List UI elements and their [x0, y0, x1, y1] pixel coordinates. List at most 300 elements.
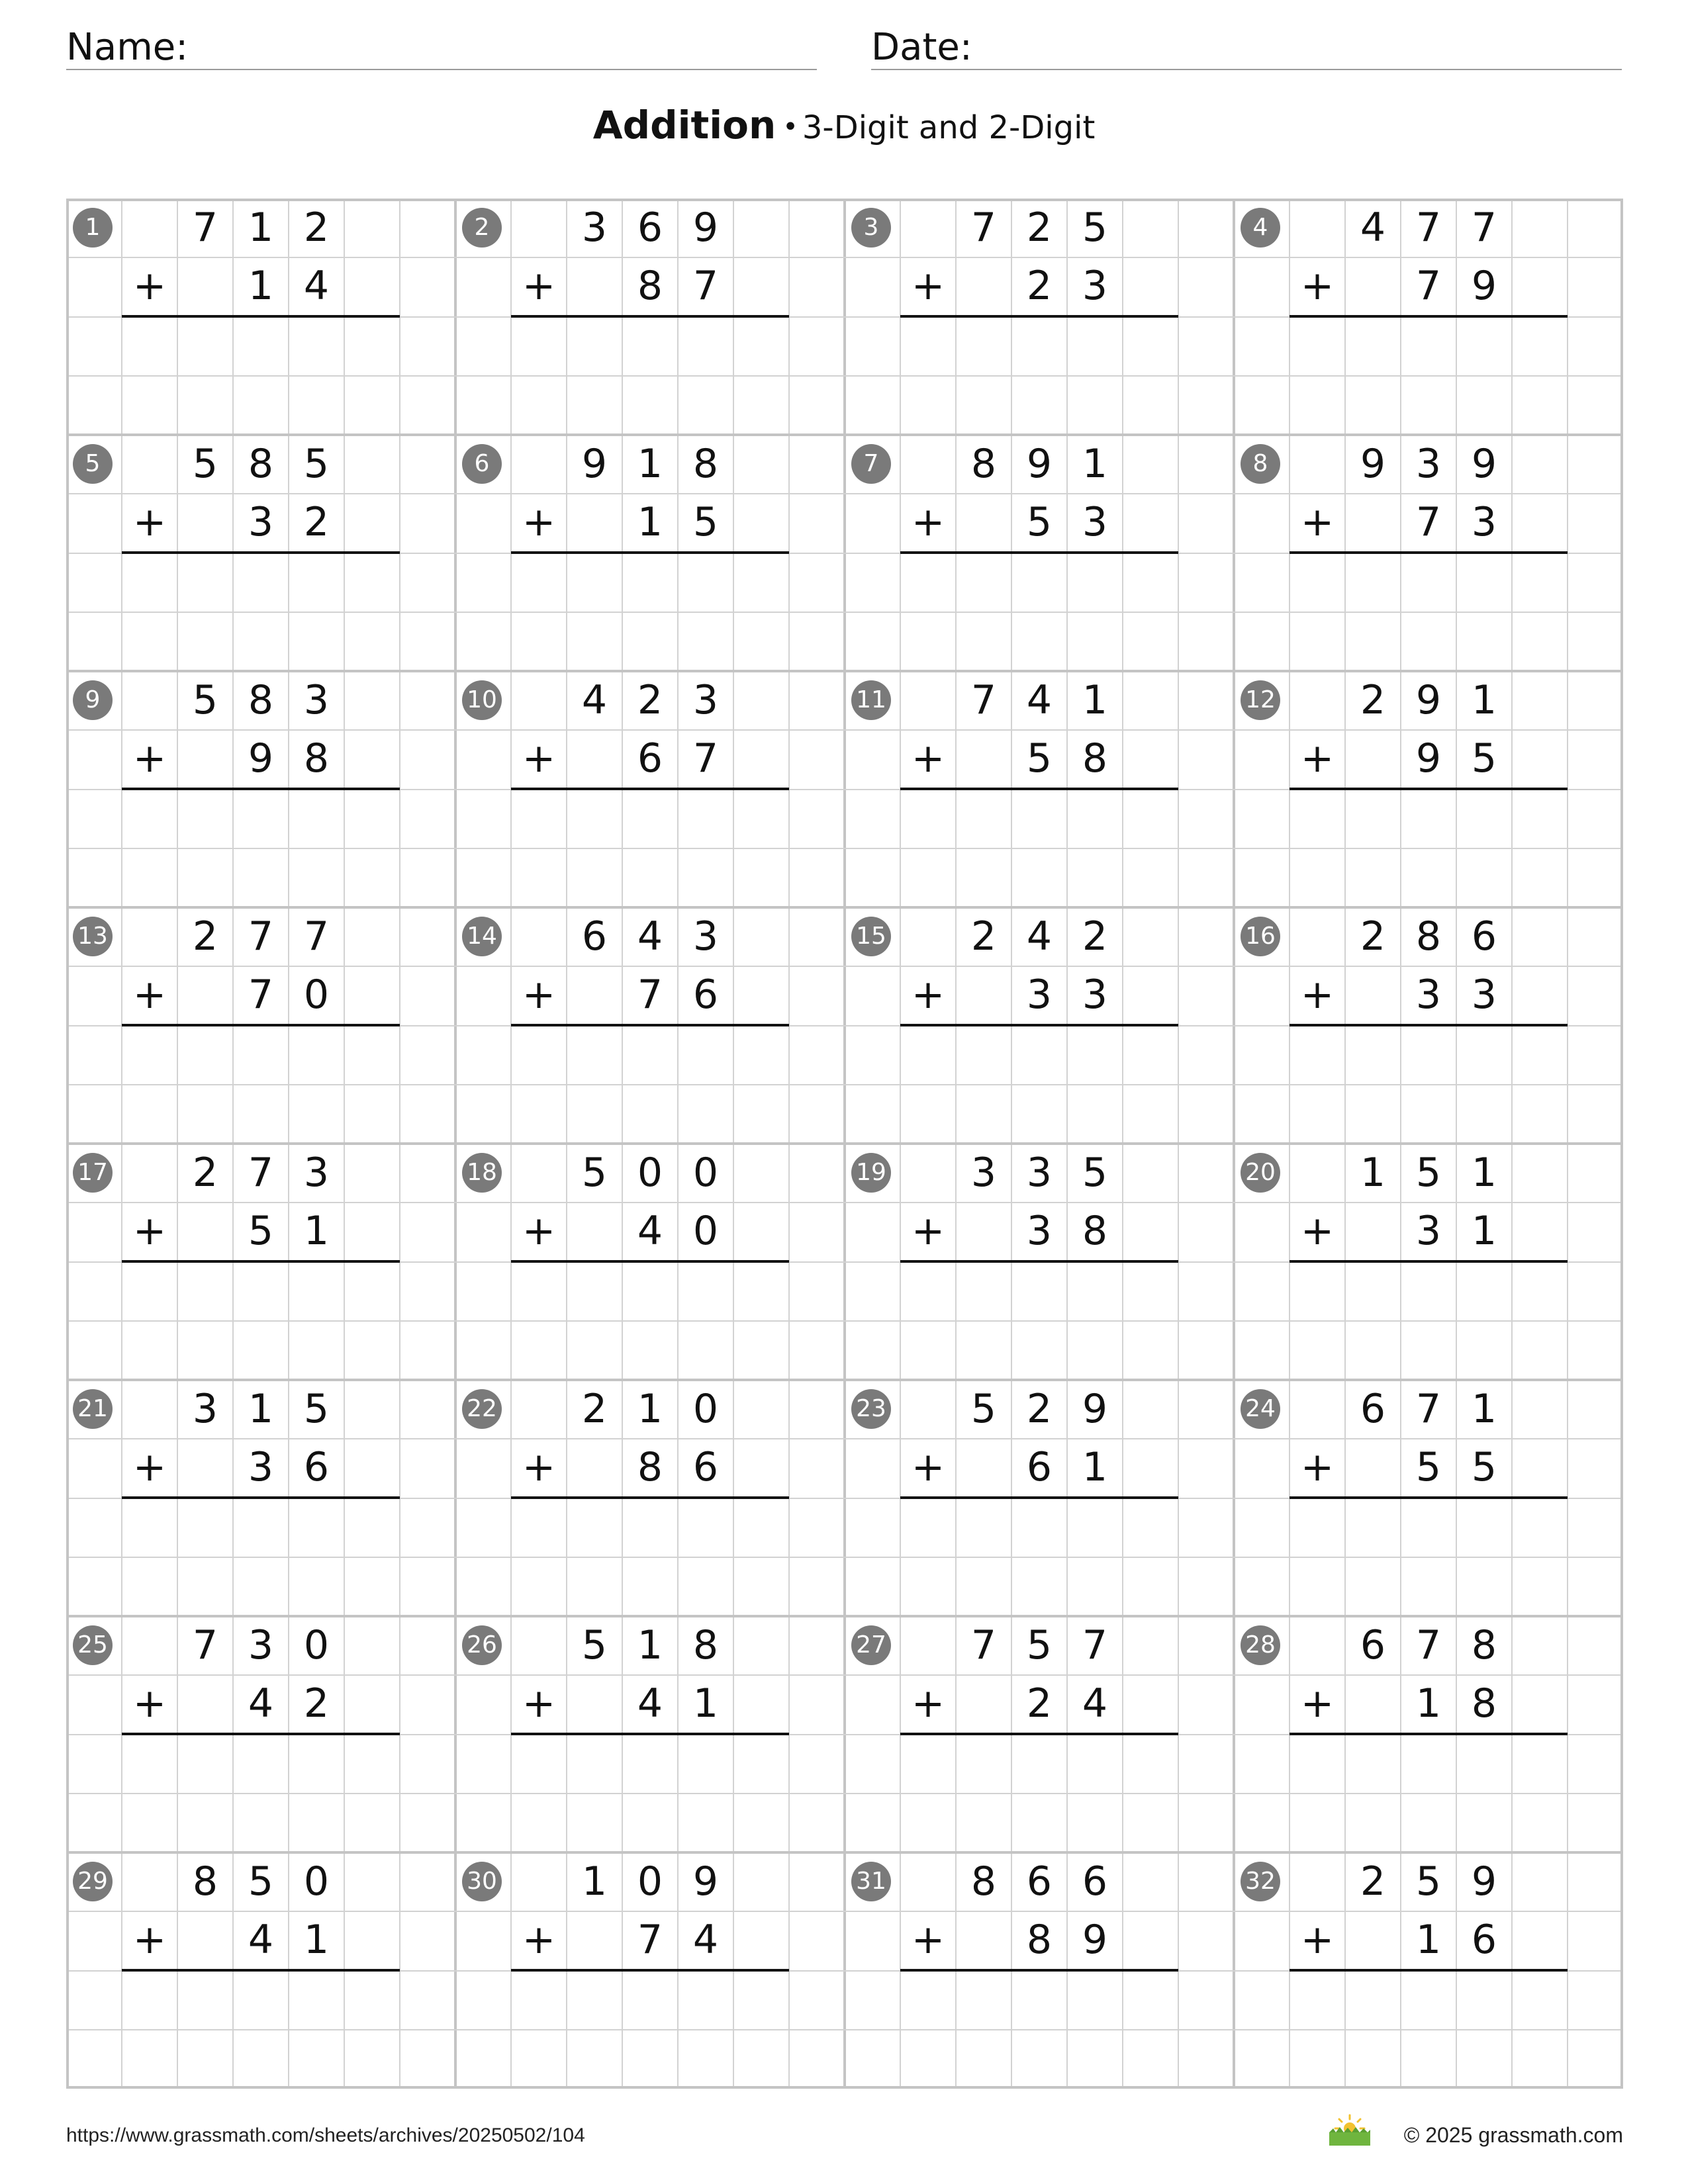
problem — [845, 671, 1234, 907]
top-addend-digit: 1 — [248, 205, 274, 251]
answer-line — [900, 1969, 1178, 1972]
bottom-addend-digit: 4 — [1082, 1680, 1108, 1727]
problem — [1234, 1144, 1623, 1380]
top-addend-digit: 2 — [1026, 1386, 1053, 1432]
plus-sign: + — [522, 1444, 556, 1490]
problem — [845, 199, 1234, 435]
top-addend-digit: 8 — [1415, 913, 1442, 960]
problem — [455, 907, 845, 1144]
top-addend-digit: 0 — [692, 1386, 719, 1432]
problem-number-badge: 3 — [851, 208, 891, 248]
bottom-addend-digit: 1 — [1415, 1917, 1442, 1963]
bottom-addend-digit: 8 — [637, 263, 663, 309]
bottom-addend-digit: 5 — [1415, 1444, 1442, 1490]
sun-over-grass-icon — [1327, 2113, 1373, 2147]
answer-area[interactable] — [1289, 792, 1568, 904]
top-addend-digit: 0 — [303, 1858, 330, 1905]
answer-area[interactable] — [122, 319, 400, 432]
answer-line — [1289, 1260, 1568, 1263]
plus-sign: + — [1300, 735, 1335, 782]
top-addend-digit: 5 — [581, 1622, 608, 1668]
top-addend-digit: 7 — [248, 913, 274, 960]
top-addend-digit: 8 — [1471, 1622, 1497, 1668]
top-addend-digit: 9 — [581, 441, 608, 487]
top-addend-digit: 0 — [637, 1150, 663, 1196]
top-addend-digit: 6 — [1026, 1858, 1053, 1905]
top-addend-digit: 9 — [692, 1858, 719, 1905]
top-addend-digit: 5 — [1026, 1622, 1053, 1668]
problem-number-badge: 26 — [462, 1625, 502, 1665]
top-addend-digit: 9 — [1471, 1858, 1497, 1905]
plus-sign: + — [911, 972, 945, 1018]
problem — [66, 671, 455, 907]
problem-number-badge: 13 — [73, 917, 113, 956]
answer-area[interactable] — [1289, 319, 1568, 432]
top-addend-digit: 4 — [581, 677, 608, 723]
problem-number-badge: 11 — [851, 680, 891, 720]
top-addend-digit: 3 — [248, 1622, 274, 1668]
title-separator: • — [782, 112, 798, 142]
top-addend-digit: 1 — [581, 1858, 608, 1905]
top-addend-digit: 7 — [1415, 1386, 1442, 1432]
problem — [455, 1144, 845, 1380]
bottom-addend-digit: 3 — [1026, 1208, 1053, 1254]
bottom-addend-digit: 3 — [1471, 499, 1497, 545]
problem-number-badge: 25 — [73, 1625, 113, 1665]
top-addend-digit: 5 — [581, 1150, 608, 1196]
problem — [1234, 1380, 1623, 1616]
answer-line — [1289, 315, 1568, 318]
answer-line — [511, 1496, 789, 1499]
top-addend-digit: 2 — [637, 677, 663, 723]
problem — [845, 1144, 1234, 1380]
problem-number-badge: 24 — [1241, 1389, 1280, 1429]
bottom-addend-digit: 9 — [1082, 1917, 1108, 1963]
bottom-addend-digit: 7 — [1415, 499, 1442, 545]
bottom-addend-digit: 6 — [303, 1444, 330, 1490]
answer-line — [511, 1733, 789, 1735]
problem-number-badge: 27 — [851, 1625, 891, 1665]
plus-sign: + — [911, 499, 945, 545]
top-addend-digit: 5 — [1415, 1858, 1442, 1905]
plus-sign: + — [132, 499, 167, 545]
bottom-addend-digit: 7 — [692, 263, 719, 309]
title-subtitle: 3-Digit and 2-Digit — [802, 109, 1096, 146]
answer-line — [511, 788, 789, 790]
answer-line — [900, 315, 1178, 318]
plus-sign: + — [132, 263, 167, 309]
plus-sign: + — [911, 735, 945, 782]
problem-number-badge: 22 — [462, 1389, 502, 1429]
problem-grid — [66, 199, 1623, 2089]
bottom-addend-digit: 5 — [692, 499, 719, 545]
plus-sign: + — [1300, 1917, 1335, 1963]
answer-area[interactable] — [511, 555, 789, 668]
bottom-addend-digit: 1 — [303, 1917, 330, 1963]
bottom-addend-digit: 4 — [248, 1917, 274, 1963]
problem — [66, 1616, 455, 1852]
problem — [1234, 435, 1623, 671]
top-addend-digit: 8 — [970, 441, 997, 487]
top-addend-digit: 7 — [970, 677, 997, 723]
top-addend-digit: 1 — [1082, 441, 1108, 487]
footer-url: https://www.grassmath.com/sheets/archives/20250502/104 — [66, 2124, 585, 2146]
problem-number-badge: 6 — [462, 444, 502, 484]
top-addend-digit: 1 — [1471, 1150, 1497, 1196]
answer-area[interactable] — [1289, 1500, 1568, 1613]
top-addend-digit: 3 — [303, 1150, 330, 1196]
top-addend-digit: 8 — [692, 441, 719, 487]
bottom-addend-digit: 8 — [1082, 735, 1108, 782]
plus-sign: + — [522, 735, 556, 782]
problem — [845, 907, 1234, 1144]
problem-number-badge: 18 — [462, 1153, 502, 1193]
bottom-addend-digit: 7 — [637, 1917, 663, 1963]
top-addend-digit: 5 — [248, 1858, 274, 1905]
problem-number-badge: 30 — [462, 1862, 502, 1901]
top-addend-digit: 3 — [1415, 441, 1442, 487]
top-addend-digit: 1 — [637, 1622, 663, 1668]
top-addend-digit: 5 — [303, 441, 330, 487]
answer-area[interactable] — [900, 555, 1178, 668]
answer-line — [122, 1024, 400, 1026]
problem — [455, 1380, 845, 1616]
answer-line — [1289, 1733, 1568, 1735]
answer-area[interactable] — [511, 319, 789, 432]
problem — [1234, 671, 1623, 907]
problem — [66, 907, 455, 1144]
top-addend-digit: 3 — [692, 677, 719, 723]
bottom-addend-digit: 4 — [637, 1208, 663, 1254]
bottom-addend-digit: 5 — [1471, 735, 1497, 782]
top-addend-digit: 4 — [1026, 677, 1053, 723]
top-addend-digit: 6 — [1360, 1386, 1386, 1432]
bottom-addend-digit: 9 — [1471, 263, 1497, 309]
bottom-addend-digit: 1 — [692, 1680, 719, 1727]
bottom-addend-digit: 4 — [248, 1680, 274, 1727]
answer-area[interactable] — [511, 792, 789, 904]
bottom-addend-digit: 8 — [1471, 1680, 1497, 1727]
bottom-addend-digit: 9 — [248, 735, 274, 782]
top-addend-digit: 2 — [970, 913, 997, 960]
top-addend-digit: 4 — [637, 913, 663, 960]
plus-sign: + — [1300, 972, 1335, 1018]
top-addend-digit: 4 — [1360, 205, 1386, 251]
problem-number-badge: 1 — [73, 208, 113, 248]
top-addend-digit: 7 — [970, 205, 997, 251]
bottom-addend-digit: 4 — [692, 1917, 719, 1963]
answer-line — [122, 315, 400, 318]
answer-area[interactable] — [511, 1028, 789, 1140]
problem — [455, 435, 845, 671]
problem — [1234, 199, 1623, 435]
answer-area[interactable] — [900, 319, 1178, 432]
problem — [66, 435, 455, 671]
bottom-addend-digit: 6 — [1471, 1917, 1497, 1963]
answer-line — [900, 1024, 1178, 1026]
answer-line — [1289, 1496, 1568, 1499]
plus-sign: + — [1300, 1208, 1335, 1254]
plus-sign: + — [132, 1208, 167, 1254]
answer-area[interactable] — [1289, 555, 1568, 668]
problem — [455, 1616, 845, 1852]
top-addend-digit: 5 — [303, 1386, 330, 1432]
answer-area[interactable] — [900, 1264, 1178, 1377]
top-addend-digit: 7 — [1471, 205, 1497, 251]
bottom-addend-digit: 1 — [1082, 1444, 1108, 1490]
plus-sign: + — [522, 1680, 556, 1727]
answer-area[interactable] — [900, 1028, 1178, 1140]
problem-number-badge: 12 — [1241, 680, 1280, 720]
answer-line — [122, 788, 400, 790]
bottom-addend-digit: 2 — [303, 1680, 330, 1727]
bottom-addend-digit: 3 — [1082, 499, 1108, 545]
answer-line — [511, 1024, 789, 1026]
problem — [66, 1380, 455, 1616]
top-addend-digit: 5 — [1082, 205, 1108, 251]
top-addend-digit: 2 — [1360, 913, 1386, 960]
plus-sign: + — [132, 972, 167, 1018]
answer-line — [900, 1496, 1178, 1499]
answer-line — [511, 1260, 789, 1263]
bottom-addend-digit: 8 — [1082, 1208, 1108, 1254]
top-addend-digit: 8 — [248, 677, 274, 723]
top-addend-digit: 3 — [692, 913, 719, 960]
problem-number-badge: 7 — [851, 444, 891, 484]
bottom-addend-digit: 3 — [248, 499, 274, 545]
answer-area[interactable] — [900, 1737, 1178, 1849]
answer-line — [1289, 551, 1568, 554]
top-addend-digit: 7 — [1082, 1622, 1108, 1668]
top-addend-digit: 5 — [970, 1386, 997, 1432]
answer-line — [122, 551, 400, 554]
top-addend-digit: 7 — [1415, 205, 1442, 251]
problem — [66, 1852, 455, 2089]
top-addend-digit: 5 — [1082, 1150, 1108, 1196]
title-main: Addition — [592, 103, 776, 148]
problem — [1234, 1852, 1623, 2089]
plus-sign: + — [1300, 1444, 1335, 1490]
top-addend-digit: 3 — [1026, 1150, 1053, 1196]
top-addend-digit: 7 — [303, 913, 330, 960]
bottom-addend-digit: 7 — [692, 735, 719, 782]
answer-area[interactable] — [511, 1264, 789, 1377]
problem-number-badge: 31 — [851, 1862, 891, 1901]
top-addend-digit: 5 — [192, 677, 218, 723]
problem-number-badge: 15 — [851, 917, 891, 956]
top-addend-digit: 2 — [1026, 205, 1053, 251]
problem — [455, 671, 845, 907]
problem — [845, 1852, 1234, 2089]
top-addend-digit: 2 — [192, 1150, 218, 1196]
bottom-addend-digit: 3 — [1415, 1208, 1442, 1254]
bottom-addend-digit: 7 — [248, 972, 274, 1018]
answer-area[interactable] — [122, 1737, 400, 1849]
problem — [66, 199, 455, 435]
problem-number-badge: 19 — [851, 1153, 891, 1193]
top-addend-digit: 8 — [970, 1858, 997, 1905]
answer-area[interactable] — [511, 1973, 789, 2085]
problem — [455, 199, 845, 435]
answer-area[interactable] — [900, 1500, 1178, 1613]
bottom-addend-digit: 1 — [637, 499, 663, 545]
bottom-addend-digit: 2 — [303, 499, 330, 545]
answer-area[interactable] — [511, 1500, 789, 1613]
top-addend-digit: 5 — [1415, 1150, 1442, 1196]
plus-sign: + — [522, 499, 556, 545]
top-addend-digit: 1 — [637, 1386, 663, 1432]
bottom-addend-digit: 3 — [1082, 263, 1108, 309]
name-label: Name: — [66, 26, 189, 69]
top-addend-digit: 6 — [1360, 1622, 1386, 1668]
plus-sign: + — [911, 1444, 945, 1490]
bottom-addend-digit: 3 — [1415, 972, 1442, 1018]
problem — [66, 1144, 455, 1380]
top-addend-digit: 8 — [248, 441, 274, 487]
plus-sign: + — [1300, 499, 1335, 545]
footer-copyright: © 2025 grassmath.com — [1403, 2123, 1623, 2147]
answer-line — [1289, 1969, 1568, 1972]
bottom-addend-digit: 3 — [1026, 972, 1053, 1018]
bottom-addend-digit: 2 — [1026, 263, 1053, 309]
top-addend-digit: 6 — [1082, 1858, 1108, 1905]
problem-number-badge: 8 — [1241, 444, 1280, 484]
problem-number-badge: 14 — [462, 917, 502, 956]
answer-line — [1289, 1024, 1568, 1026]
answer-line — [900, 788, 1178, 790]
answer-line — [1289, 788, 1568, 790]
problem-number-badge: 23 — [851, 1389, 891, 1429]
bottom-addend-digit: 1 — [248, 263, 274, 309]
problem-number-badge: 2 — [462, 208, 502, 248]
answer-area[interactable] — [122, 555, 400, 668]
answer-area[interactable] — [122, 1264, 400, 1377]
bottom-addend-digit: 9 — [1415, 735, 1442, 782]
problem — [845, 1616, 1234, 1852]
top-addend-digit: 1 — [1082, 677, 1108, 723]
plus-sign: + — [911, 1917, 945, 1963]
top-addend-digit: 8 — [192, 1858, 218, 1905]
top-addend-digit: 3 — [970, 1150, 997, 1196]
answer-area[interactable] — [900, 792, 1178, 904]
top-addend-digit: 9 — [1471, 441, 1497, 487]
top-addend-digit: 9 — [1026, 441, 1053, 487]
top-addend-digit: 0 — [692, 1150, 719, 1196]
date-field[interactable] — [871, 19, 1622, 70]
answer-line — [511, 551, 789, 554]
top-addend-digit: 7 — [1415, 1622, 1442, 1668]
top-addend-digit: 9 — [692, 205, 719, 251]
name-field[interactable] — [66, 19, 817, 70]
plus-sign: + — [132, 1680, 167, 1727]
problem-number-badge: 21 — [73, 1389, 113, 1429]
bottom-addend-digit: 4 — [637, 1680, 663, 1727]
answer-area[interactable] — [511, 1737, 789, 1849]
top-addend-digit: 9 — [1360, 441, 1386, 487]
plus-sign: + — [522, 1917, 556, 1963]
problem-number-badge: 29 — [73, 1862, 113, 1901]
plus-sign: + — [1300, 1680, 1335, 1727]
top-addend-digit: 6 — [1471, 913, 1497, 960]
answer-area[interactable] — [122, 1500, 400, 1613]
top-addend-digit: 9 — [1082, 1386, 1108, 1432]
bottom-addend-digit: 4 — [303, 263, 330, 309]
problem — [1234, 907, 1623, 1144]
bottom-addend-digit: 5 — [1471, 1444, 1497, 1490]
bottom-addend-digit: 6 — [1026, 1444, 1053, 1490]
top-addend-digit: 6 — [581, 913, 608, 960]
plus-sign: + — [911, 263, 945, 309]
bottom-addend-digit: 5 — [248, 1208, 274, 1254]
top-addend-digit: 3 — [192, 1386, 218, 1432]
top-addend-digit: 7 — [970, 1622, 997, 1668]
top-addend-digit: 3 — [303, 677, 330, 723]
bottom-addend-digit: 6 — [692, 972, 719, 1018]
problem-number-badge: 20 — [1241, 1153, 1280, 1193]
bottom-addend-digit: 3 — [1471, 972, 1497, 1018]
top-addend-digit: 7 — [192, 1622, 218, 1668]
plus-sign: + — [522, 1208, 556, 1254]
top-addend-digit: 9 — [1415, 677, 1442, 723]
problem — [845, 435, 1234, 671]
plus-sign: + — [522, 263, 556, 309]
top-addend-digit: 5 — [192, 441, 218, 487]
problem-number-badge: 10 — [462, 680, 502, 720]
bottom-addend-digit: 0 — [692, 1208, 719, 1254]
bottom-addend-digit: 7 — [637, 972, 663, 1018]
answer-area[interactable] — [1289, 1737, 1568, 1849]
bottom-addend-digit: 0 — [303, 972, 330, 1018]
answer-area[interactable] — [122, 1028, 400, 1140]
problem — [455, 1852, 845, 2089]
plus-sign: + — [911, 1680, 945, 1727]
answer-area[interactable] — [1289, 1028, 1568, 1140]
bottom-addend-digit: 7 — [1415, 263, 1442, 309]
bottom-addend-digit: 2 — [1026, 1680, 1053, 1727]
answer-area[interactable] — [122, 792, 400, 904]
problem-number-badge: 4 — [1241, 208, 1280, 248]
answer-line — [122, 1969, 400, 1972]
problem-number-badge: 16 — [1241, 917, 1280, 956]
top-addend-digit: 4 — [1026, 913, 1053, 960]
top-addend-digit: 2 — [303, 205, 330, 251]
plus-sign: + — [132, 1444, 167, 1490]
bottom-addend-digit: 8 — [637, 1444, 663, 1490]
problem — [845, 1380, 1234, 1616]
top-addend-digit: 1 — [637, 441, 663, 487]
answer-area[interactable] — [1289, 1973, 1568, 2085]
top-addend-digit: 1 — [1360, 1150, 1386, 1196]
plus-sign: + — [911, 1208, 945, 1254]
answer-area[interactable] — [900, 1973, 1178, 2085]
answer-area[interactable] — [1289, 1264, 1568, 1377]
top-addend-digit: 6 — [637, 205, 663, 251]
bottom-addend-digit: 8 — [1026, 1917, 1053, 1963]
bottom-addend-digit: 3 — [1082, 972, 1108, 1018]
top-addend-digit: 2 — [192, 913, 218, 960]
top-addend-digit: 2 — [1360, 677, 1386, 723]
worksheet-title — [0, 103, 1688, 148]
top-addend-digit: 1 — [248, 1386, 274, 1432]
answer-line — [900, 551, 1178, 554]
problem-number-badge: 28 — [1241, 1625, 1280, 1665]
top-addend-digit: 7 — [248, 1150, 274, 1196]
top-addend-digit: 8 — [692, 1622, 719, 1668]
top-addend-digit: 0 — [637, 1858, 663, 1905]
plus-sign: + — [132, 1917, 167, 1963]
answer-area[interactable] — [122, 1973, 400, 2085]
answer-line — [122, 1260, 400, 1263]
